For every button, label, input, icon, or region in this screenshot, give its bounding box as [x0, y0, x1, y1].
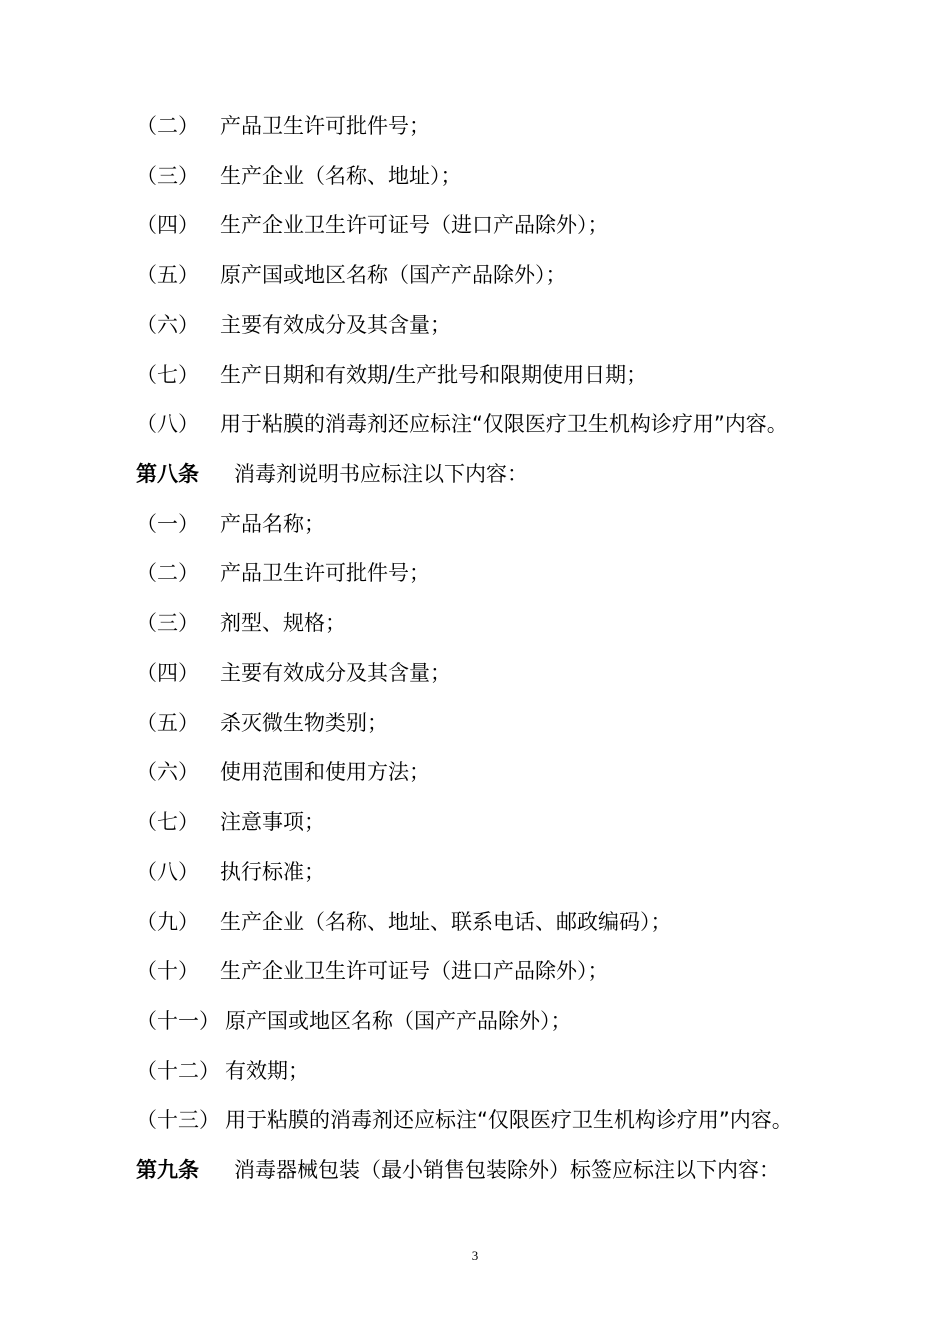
page-number: 3 — [471, 1248, 479, 1263]
item-marker: （三） — [136, 611, 199, 635]
list-item — [136, 548, 430, 598]
item-text: 剂型、规格； — [220, 611, 346, 635]
article-text: 消毒器械包装（最小销售包装除外）标签应标注以下内容： — [234, 1158, 780, 1182]
article-number: 第八条 — [136, 462, 199, 486]
list-item — [136, 1095, 793, 1145]
list-item — [136, 350, 647, 400]
item-text: 生产企业卫生许可证号（进口产品除外）； — [220, 959, 609, 983]
item-text: 主要有效成分及其含量； — [220, 661, 451, 685]
item-text: 用于粘膜的消毒剂还应标注“仅限医疗卫生机构诊疗用”内容。 — [225, 1108, 793, 1132]
list-item — [136, 996, 572, 1046]
item-marker: （六） — [136, 313, 199, 337]
item-marker: （四） — [136, 213, 199, 237]
item-text: 产品卫生许可批件号； — [220, 114, 430, 138]
article-heading — [136, 449, 528, 499]
item-marker: （一） — [136, 512, 199, 536]
item-text: 杀灭微生物类别； — [220, 711, 388, 735]
item-text: 用于粘膜的消毒剂还应标注“仅限医疗卫生机构诊疗用”内容。 — [220, 412, 788, 436]
item-marker: （二） — [136, 114, 199, 138]
item-text: 执行标准； — [220, 860, 325, 884]
item-text: 生产企业卫生许可证号（进口产品除外）； — [220, 213, 609, 237]
item-marker: （十二） — [136, 1059, 220, 1083]
item-marker: （六） — [136, 760, 199, 784]
item-text: 生产企业（名称、地址、联系电话、邮政编码）； — [220, 910, 672, 934]
item-marker: （九） — [136, 910, 199, 934]
list-item — [136, 797, 325, 847]
item-marker: （八） — [136, 412, 199, 436]
item-marker: （十一） — [136, 1009, 220, 1033]
list-item — [136, 1046, 309, 1096]
list-item — [136, 151, 462, 201]
item-marker: （二） — [136, 561, 199, 585]
item-marker: （七） — [136, 810, 199, 834]
list-item — [136, 747, 430, 797]
item-marker: （四） — [136, 661, 199, 685]
item-text: 产品名称； — [220, 512, 325, 536]
item-marker: （七） — [136, 363, 199, 387]
list-item — [136, 499, 325, 549]
list-item — [136, 300, 451, 350]
item-marker: （八） — [136, 860, 199, 884]
item-marker: （三） — [136, 164, 199, 188]
item-marker: （五） — [136, 263, 199, 287]
item-text: 主要有效成分及其含量； — [220, 313, 451, 337]
item-marker: （五） — [136, 711, 199, 735]
list-item — [136, 897, 672, 947]
article-text: 消毒剂说明书应标注以下内容： — [234, 462, 528, 486]
article-number: 第九条 — [136, 1158, 199, 1182]
item-marker: （十三） — [136, 1108, 220, 1132]
item-text: 注意事项； — [220, 810, 325, 834]
item-marker: （十） — [136, 959, 199, 983]
list-item — [136, 598, 346, 648]
list-item — [136, 101, 430, 151]
item-text: 产品卫生许可批件号； — [220, 561, 430, 585]
list-item — [136, 648, 451, 698]
item-text: 使用范围和使用方法； — [220, 760, 430, 784]
article-heading — [136, 1145, 780, 1195]
item-text: 有效期； — [225, 1059, 309, 1083]
list-item — [136, 399, 788, 449]
list-item — [136, 200, 609, 250]
list-item — [136, 946, 609, 996]
item-text: 生产日期和有效期/生产批号和限期使用日期； — [220, 363, 648, 387]
list-item — [136, 250, 567, 300]
item-text: 原产国或地区名称（国产产品除外）； — [220, 263, 567, 287]
item-text: 原产国或地区名称（国产产品除外）； — [225, 1009, 572, 1033]
list-item — [136, 698, 388, 748]
item-text: 生产企业（名称、地址）； — [220, 164, 462, 188]
list-item — [136, 847, 325, 897]
